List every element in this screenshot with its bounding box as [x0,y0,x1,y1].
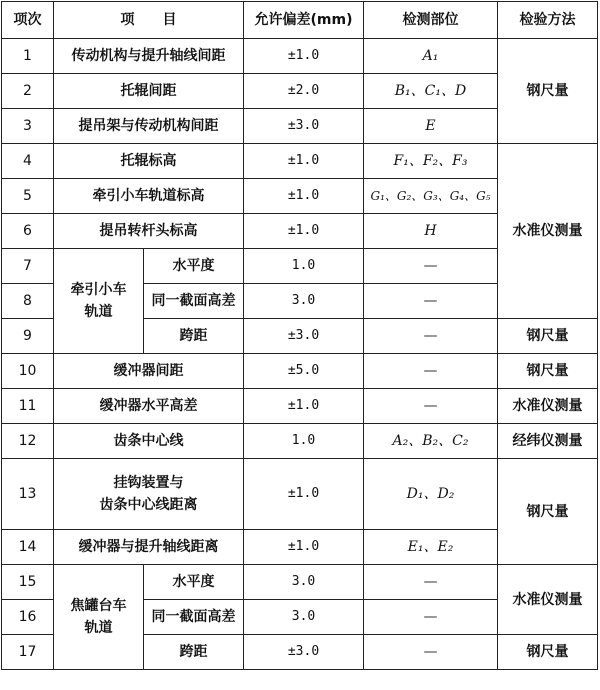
row-no: 6 [2,214,54,249]
row-no: 1 [2,39,54,74]
row-item: 托辊标高 [54,144,244,179]
method-cell: 水准仪测量 [498,144,598,319]
row-no: 15 [2,565,54,600]
row-subitem: 水平度 [144,249,244,284]
header-no: 项次 [2,2,54,39]
method-cell: 钢尺量 [498,319,598,354]
row-location: — [364,635,498,670]
table-row [2,354,598,389]
row-location: — [364,565,498,600]
row-subitem: 跨距 [144,319,244,354]
group-label-line: 轨道 [84,620,113,636]
row-tolerance: ±1.0 [244,179,364,214]
row-item: 齿条中心线 [54,424,244,459]
row-location: — [364,354,498,389]
row-item: 缓冲器水平高差 [54,389,244,424]
row-item-multiline [54,459,244,530]
table-row [2,39,598,74]
row-location: E₁、E₂ [364,530,498,565]
row-tolerance: ±1.0 [244,530,364,565]
group-label-line: 牵引小车 [70,282,127,298]
row-location: — [364,389,498,424]
row-item: 传动机构与提升轴线间距 [54,39,244,74]
row-no: 7 [2,249,54,284]
row-no: 9 [2,319,54,354]
row-tolerance: ±1.0 [244,144,364,179]
row-location: A₁ [364,39,498,74]
row-subitem: 水平度 [144,565,244,600]
group-label-coke-car-rail [54,565,144,670]
item-line: 齿条中心线距离 [99,497,198,513]
table-row [2,459,598,530]
row-item: 缓冲器与提升轴线距离 [54,530,244,565]
row-no: 8 [2,284,54,319]
row-subitem: 同一截面高差 [144,600,244,635]
inspection-table [1,1,598,670]
group-label-traction-rail [54,249,144,354]
header-row [2,2,598,39]
row-tolerance: ±3.0 [244,635,364,670]
row-location: F₁、F₂、F₃ [364,144,498,179]
inspection-table-container [1,1,598,670]
row-item: 缓冲器间距 [54,354,244,389]
row-tolerance: 3.0 [244,565,364,600]
row-location: — [364,319,498,354]
row-item: 牵引小车轨道标高 [54,179,244,214]
row-subitem: 跨距 [144,635,244,670]
row-no: 10 [2,354,54,389]
row-item: 托辊间距 [54,74,244,109]
method-cell: 水准仪测量 [498,389,598,424]
row-location: D₁、D₂ [364,459,498,530]
row-location: — [364,284,498,319]
row-no: 13 [2,459,54,530]
row-tolerance: ±1.0 [244,214,364,249]
row-item: 提吊转杆头标高 [54,214,244,249]
row-no: 5 [2,179,54,214]
row-location: A₂、B₂、C₂ [364,424,498,459]
item-line: 挂钩装置与 [113,475,184,491]
row-tolerance: 1.0 [244,424,364,459]
row-no: 3 [2,109,54,144]
row-location: B₁、C₁、D [364,74,498,109]
row-no: 11 [2,389,54,424]
row-no: 17 [2,635,54,670]
group-label-line: 焦罐台车 [70,598,127,614]
header-item: 项 目 [54,2,244,39]
row-tolerance: ±5.0 [244,354,364,389]
row-location: — [364,249,498,284]
table-row [2,424,598,459]
row-item: 提吊架与传动机构间距 [54,109,244,144]
method-cell: 钢尺量 [498,459,598,565]
row-location: E [364,109,498,144]
row-subitem: 同一截面高差 [144,284,244,319]
row-tolerance: 1.0 [244,249,364,284]
row-tolerance: ±1.0 [244,389,364,424]
method-cell: 钢尺量 [498,39,598,144]
row-tolerance: 3.0 [244,600,364,635]
row-no: 12 [2,424,54,459]
method-cell: 水准仪测量 [498,565,598,635]
row-tolerance: ±1.0 [244,459,364,530]
row-location: H [364,214,498,249]
table-row [2,565,598,600]
row-no: 14 [2,530,54,565]
row-tolerance: ±3.0 [244,319,364,354]
group-label-line: 轨道 [84,304,113,320]
row-tolerance: ±1.0 [244,39,364,74]
row-location: G₁、G₂、G₃、G₄、G₅ [364,179,498,214]
row-tolerance: ±3.0 [244,109,364,144]
row-no: 16 [2,600,54,635]
row-no: 4 [2,144,54,179]
table-row [2,389,598,424]
method-cell: 钢尺量 [498,635,598,670]
row-tolerance: 3.0 [244,284,364,319]
table-row [2,144,598,179]
method-cell: 经纬仪测量 [498,424,598,459]
row-location: — [364,600,498,635]
header-location: 检测部位 [364,2,498,39]
header-method: 检验方法 [498,2,598,39]
header-tolerance: 允许偏差(mm) [244,2,364,39]
method-cell: 钢尺量 [498,354,598,389]
row-no: 2 [2,74,54,109]
row-tolerance: ±2.0 [244,74,364,109]
